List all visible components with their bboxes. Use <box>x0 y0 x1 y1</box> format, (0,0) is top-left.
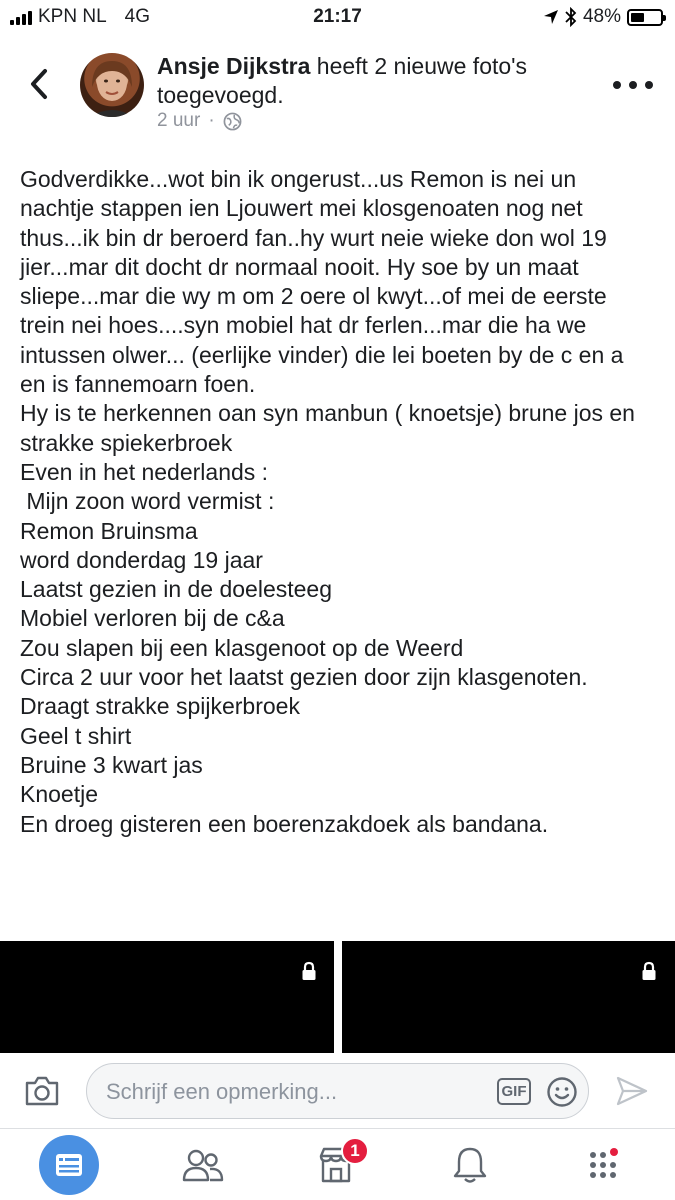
status-right <box>543 6 663 28</box>
menu-grid-icon <box>587 1147 623 1183</box>
camera-icon <box>24 1074 60 1108</box>
clock: 21:17 <box>313 6 362 27</box>
tab-bar <box>0 1128 675 1200</box>
post-line: thus...ik bin dr beroerd fan..hy wurt neie wieke don wol 19 <box>20 224 607 251</box>
tab-news-feed[interactable] <box>37 1135 101 1195</box>
bell-icon <box>452 1146 488 1184</box>
avatar-image <box>80 53 144 117</box>
chevron-left-icon <box>29 68 49 100</box>
more-dot-icon <box>629 81 637 89</box>
post-meta <box>157 110 242 132</box>
carrier-label: KPN NL <box>38 6 107 27</box>
news-feed-icon <box>54 1152 84 1178</box>
tab-friends[interactable] <box>171 1135 235 1195</box>
post-line: Bruine 3 kwart jas <box>20 751 203 778</box>
post-line: Circa 2 uur voor het laatst gezien door zijn klasgenoten. <box>20 664 588 691</box>
tab-marketplace[interactable] <box>304 1135 368 1195</box>
send-button[interactable] <box>615 1074 649 1108</box>
post-line: Knoetje <box>20 781 99 808</box>
post-line: Mijn zoon word vermist : <box>20 488 275 515</box>
post-line: en is fannemoarn foen. <box>20 371 256 398</box>
status-bar <box>0 0 675 36</box>
photo-thumbnail[interactable] <box>0 941 334 1053</box>
battery-percent: 48% <box>582 6 621 27</box>
dot-separator: · <box>208 110 215 131</box>
post-line: Draagt strakke spijkerbroek <box>20 693 300 720</box>
comment-placeholder: Schrijf een opmerking... <box>106 1079 338 1104</box>
post-header <box>157 52 557 110</box>
post-line: Mobiel verloren bij de c&a <box>20 605 285 632</box>
post-line: Geel t shirt <box>20 722 132 749</box>
gif-button[interactable]: GIF <box>497 1078 531 1105</box>
post-line: nachtje stappen ien Ljouwert mei klosgenoaten nog net <box>20 195 583 222</box>
post-line: word donderdag 19 jaar <box>20 546 263 573</box>
comment-input[interactable] <box>86 1063 589 1119</box>
battery-fill <box>631 13 644 22</box>
bluetooth-icon <box>565 7 577 27</box>
post-line: sliepe...mar die wy m om 2 oere ol kwyt...of mei de eerste <box>20 283 607 310</box>
comment-bar <box>0 1053 675 1128</box>
lock-icon <box>301 961 317 981</box>
post-line: jier...mar dit docht dr normaal nooit. Hy soe by un maat <box>20 253 579 280</box>
post-line: intussen olwer... (eerlijke vinder) die lei boeten by de c en a <box>20 341 624 368</box>
back-button[interactable] <box>22 64 56 104</box>
photo-thumbnail[interactable] <box>342 941 675 1053</box>
post-line: Laatst gezien in de doelesteeg <box>20 576 333 603</box>
friends-icon <box>182 1147 224 1183</box>
emoji-button[interactable] <box>546 1076 578 1108</box>
tab-active-indicator <box>39 1135 99 1195</box>
post-line: Remon Bruinsma <box>20 517 198 544</box>
camera-button[interactable] <box>24 1074 60 1108</box>
battery-icon <box>627 9 663 26</box>
author-name[interactable]: Ansje Dijkstra <box>157 53 311 79</box>
tab-notifications[interactable] <box>438 1135 502 1195</box>
post-action: heeft 2 nieuwe foto's toegevoegd. <box>157 53 528 108</box>
send-icon <box>615 1074 649 1108</box>
more-dot-icon <box>613 81 621 89</box>
tab-menu[interactable] <box>573 1135 637 1195</box>
globe-icon <box>223 112 242 131</box>
post-time[interactable]: 2 uur <box>157 110 201 131</box>
notification-badge: 1 <box>341 1137 369 1165</box>
lock-icon <box>641 961 657 981</box>
post-body <box>20 165 660 839</box>
post-line: Godverdikke...wot bin ik ongerust...us Remon is nei un <box>20 166 577 192</box>
post-line: trein nei hoes....syn mobiel hat dr ferlen...mar die ha we <box>20 312 587 339</box>
post-line: Zou slapen bij een klasgenoot op de Weerd <box>20 634 464 661</box>
location-icon <box>543 9 559 25</box>
smiley-icon <box>546 1076 578 1108</box>
post-line: Hy is te herkennen oan syn manbun ( knoetsje) brune jos en <box>20 400 635 427</box>
photo-grid <box>0 941 675 1053</box>
post-line: strakke spiekerbroek <box>20 429 233 456</box>
more-options-button[interactable] <box>613 72 653 98</box>
avatar[interactable] <box>80 53 144 117</box>
post-line: En droeg gisteren een boerenzakdoek als bandana. <box>20 810 549 837</box>
more-dot-icon <box>645 81 653 89</box>
post-line: Even in het nederlands : <box>20 458 269 485</box>
network-label: 4G <box>124 6 150 27</box>
